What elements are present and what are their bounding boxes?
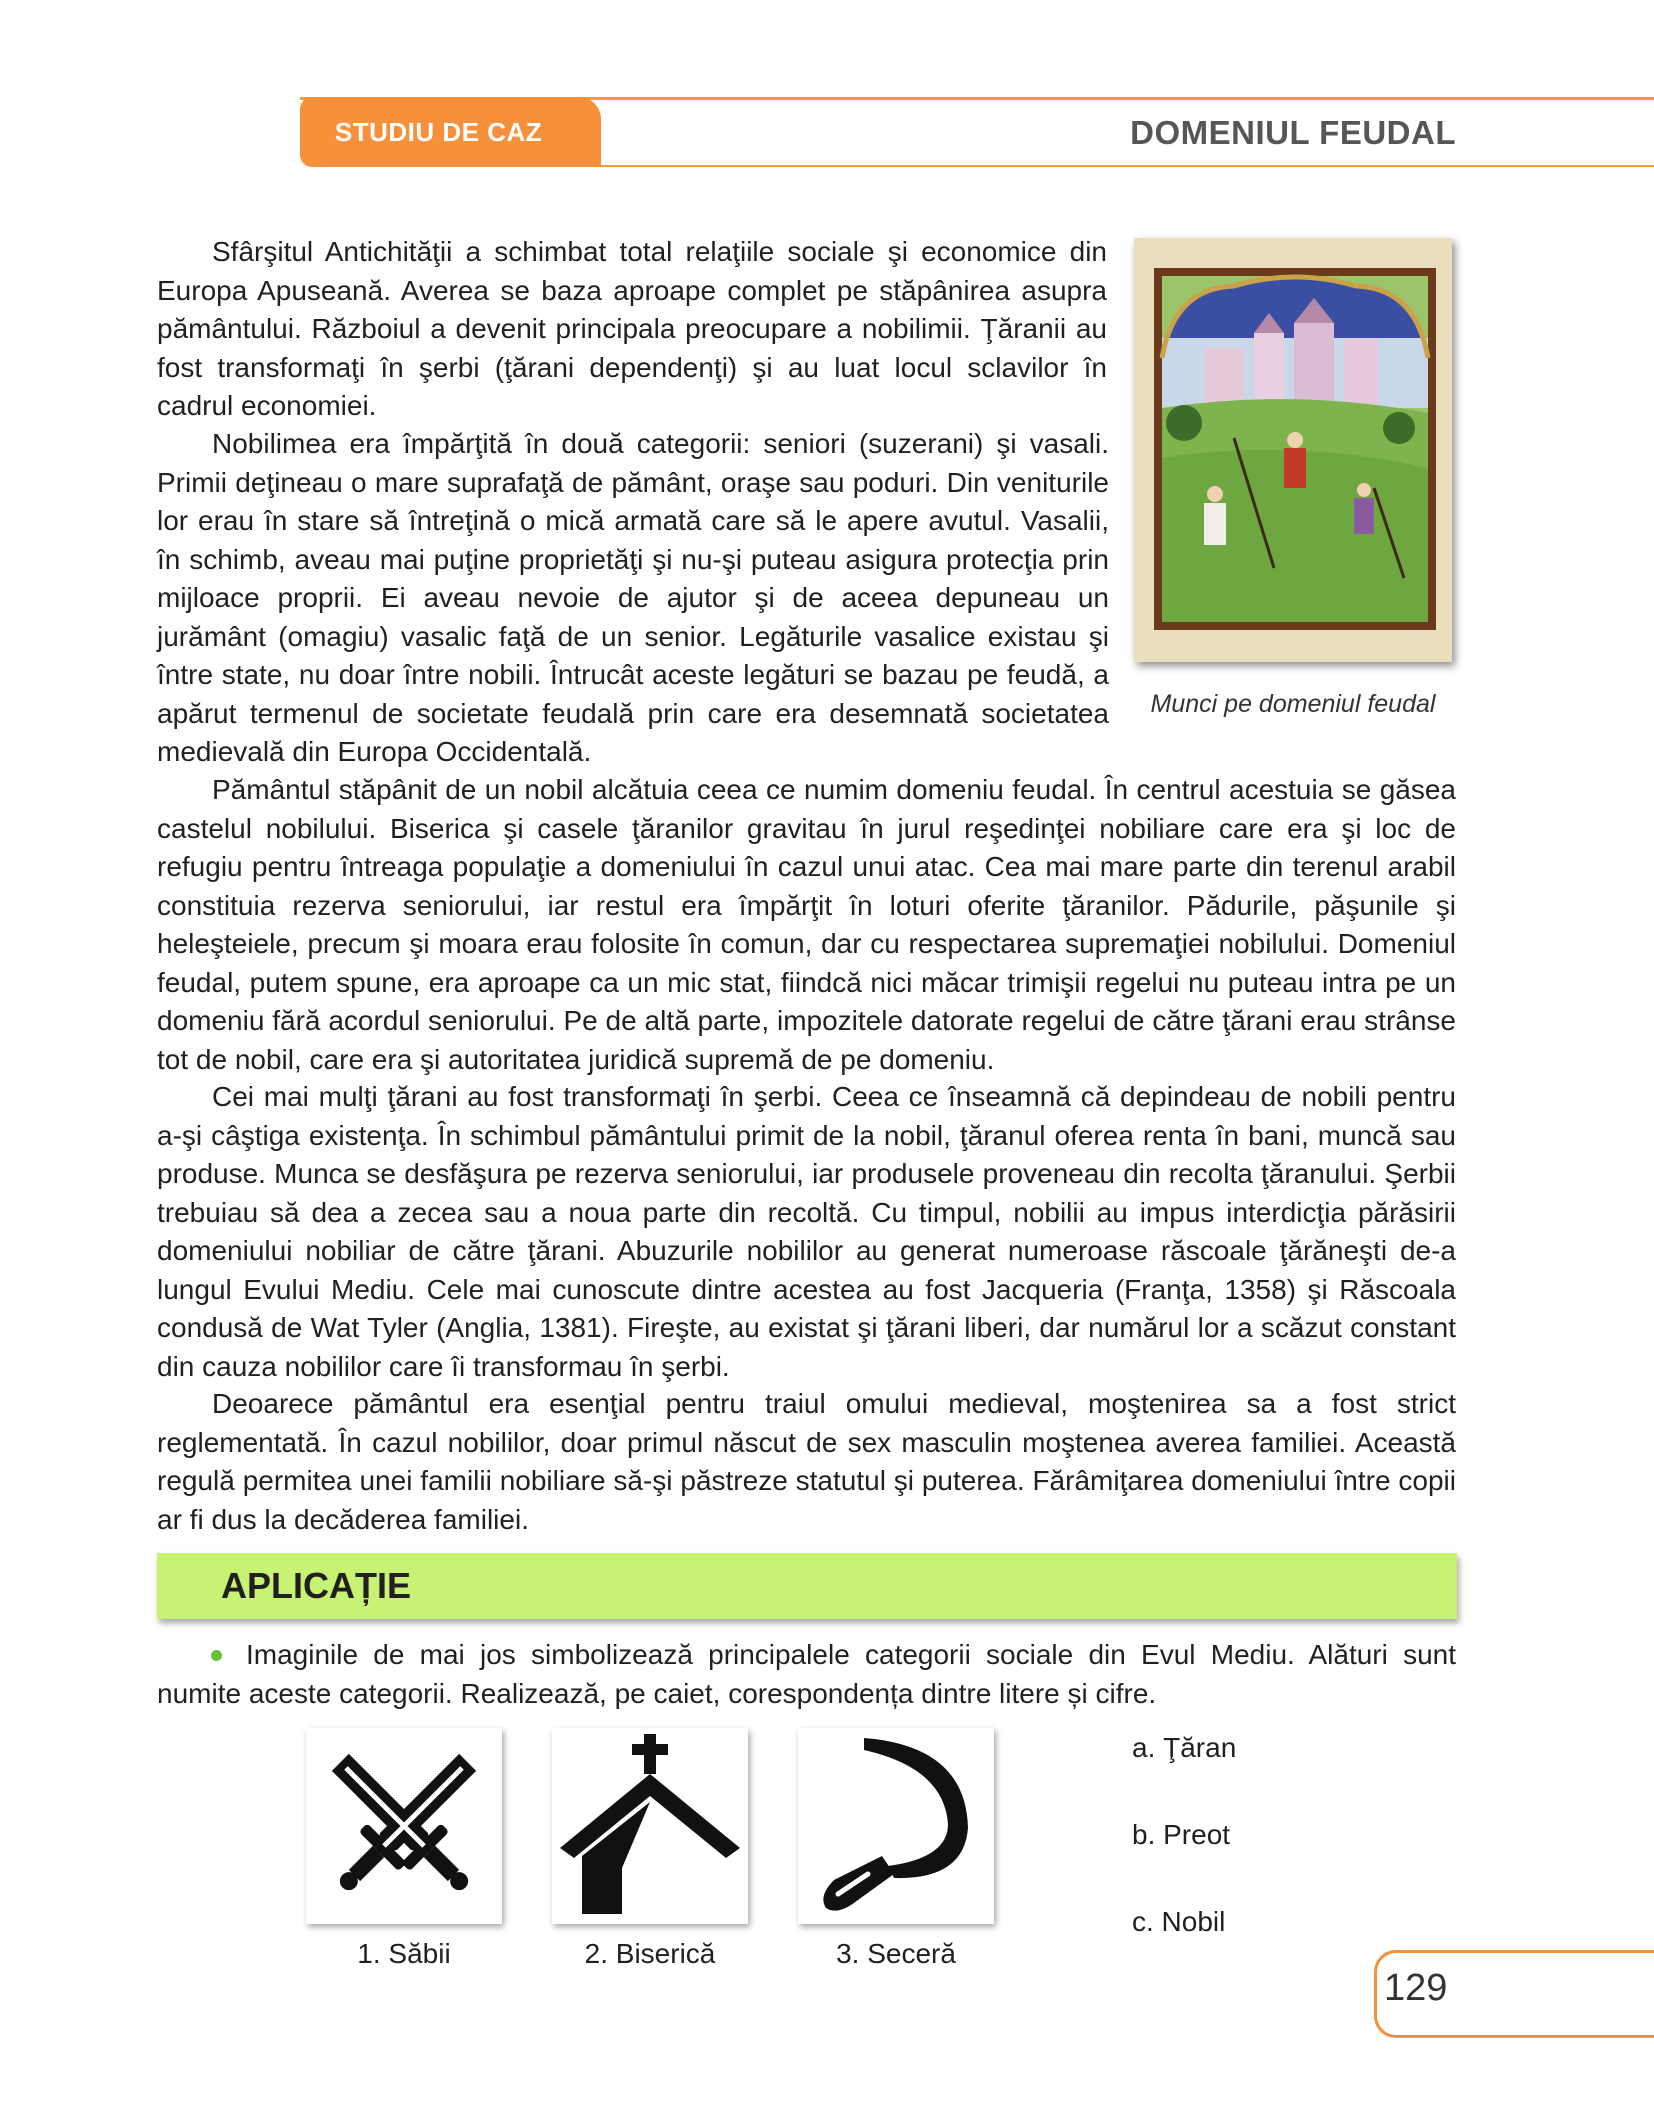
icon-label-church: 2. Biserică — [584, 1938, 716, 1969]
application-instruction — [157, 1636, 1456, 1713]
sickle-icon — [798, 1728, 994, 1924]
application-title: APLICAȚIE — [221, 1565, 412, 1606]
bullet-icon — [211, 1650, 222, 1661]
paragraph-2: Nobilimea era împărţită în două categorii: seniori (suzerani) şi vasali. Primii deţineau o mare suprafaţă de pământ, oraşe sau poduri. Din veniturile lor erau în stare să întreţină o mică armată care să le apere avutul. Vasalii, în schimb, aveau mai puţine proprietăţi şi nu-şi puteau asigura protecţia prin mijloace proprii. Ei aveau nevoie de ajutor şi de aceea depuneau un jurământ (omagiu) vasalic faţă de un senior. Legăturile vasalice existau şi între state, nu doar între nobili. Întrucât aceste legături se bazau pe feudă, a apărut termenul de societate feudală prin care era desemnată societatea medievală din Europa Occidentală. — [157, 428, 1109, 767]
paragraph-5: Deoarece pământul era esenţial pentru traiul omului medieval, moştenirea sa a fost strict reglementată. În cazul nobililor, doar primul născut de sex masculin moştenea averea familiei. Această regulă permitea unei familii nobiliare să-şi păstreze statutul şi puterea. Fărâmiţarea domeniului între copii ar fi dus la decăderea familiei. — [157, 1388, 1456, 1535]
page-title: DOMENIUL FEUDAL — [1130, 114, 1456, 151]
figure-caption: Munci pe domeniul feudal — [1150, 690, 1436, 718]
paragraph-4: Cei mai mulţi ţărani au fost transformaţi în şerbi. Ceea ce înseamnă că depindeau de nobili pentru a-şi câştiga existenţa. În schimbul pământului primit de la nobil, ţăranul oferea renta în bani, muncă sau produse. Munca se desfăşura pe rezerva seniorului, iar produsele proveneau din recolta ţăranului. Şerbii trebuiau să dea a zecea sau a noua parte din recoltă. Cu timpul, nobilii au impus interdicţia părăsirii domeniului nobiliar de către ţărani. Abuzurile nobililor au generat numeroase răscoale ţărăneşti de-a lungul Evului Mediu. Cele mai cunoscute dintre acestea au fost Jacqueria (Franţa, 1358) şi Răscoala condusă de Wat Tyler (Anglia, 1381). Fireşte, au existat şi ţărani liberi, dar numărul lor a scăzut constant din cauza nobililor care îi transformau în şerbi. — [157, 1081, 1456, 1382]
instruction-text: Imaginile de mai jos simbolizează principalele categorii sociale din Evul Mediu. Alături sunt numite aceste categorii. Realizează, pe caiet, corespondența dintre litere și cifre. — [157, 1639, 1456, 1709]
option-a: a. Ţăran — [1132, 1732, 1237, 1763]
crossed-swords-icon — [306, 1728, 502, 1924]
icon-label-sickle: 3. Seceră — [836, 1938, 956, 1969]
medieval-illustration — [1134, 238, 1452, 662]
option-c: c. Nobil — [1132, 1906, 1226, 1937]
section-tab-label: STUDIU DE CAZ — [334, 116, 543, 147]
option-b: b. Preot — [1132, 1819, 1231, 1850]
section-tab — [300, 97, 577, 167]
application-header — [157, 1553, 1457, 1619]
icon-label-swords: 1. Săbii — [357, 1938, 451, 1969]
church-icon — [552, 1728, 748, 1924]
header-underline — [560, 165, 1654, 167]
paragraph-1: Sfârşitul Antichităţii a schimbat total relaţiile sociale şi economice din Europa Apuseană. Averea se baza aproape complet pe stăpânirea asupra pământului. Războiul a devenit principala preocupare a nobilimii. Ţăranii au fost transformaţi în şerbi (ţărani dependenţi) şi au luat locul sclavilor în cadrul economiei. — [157, 236, 1107, 421]
paragraph-3: Pământul stăpânit de un nobil alcătuia ceea ce numim domeniu feudal. În centrul acestuia se găsea castelul nobilului. Biserica şi casele ţăranilor gravitau în jurul reşedinţei nobiliare care era şi loc de refugiu pentru întreaga populaţie a domeniului în cazul unui atac. Cea mai mare parte din terenul arabil constituia rezerva seniorului, iar restul era împărţit în loturi oferite ţăranilor. Pădurile, păşunile şi heleşteiele, precum şi moara erau folosite în comun, dar cu respectarea supremaţiei nobilului. Domeniul feudal, putem spune, era aproape ca un mic stat, fiindcă nici măcar trimişii regelui nu puteau intra pe un domeniu fără acordul seniorului. Pe de altă parte, impozitele datorate regelui de către ţărani erau strânse tot de nobil, care era şi autoritatea juridică supremă de pe domeniu. — [157, 774, 1456, 1075]
page-number: 129 — [1384, 1967, 1448, 2009]
